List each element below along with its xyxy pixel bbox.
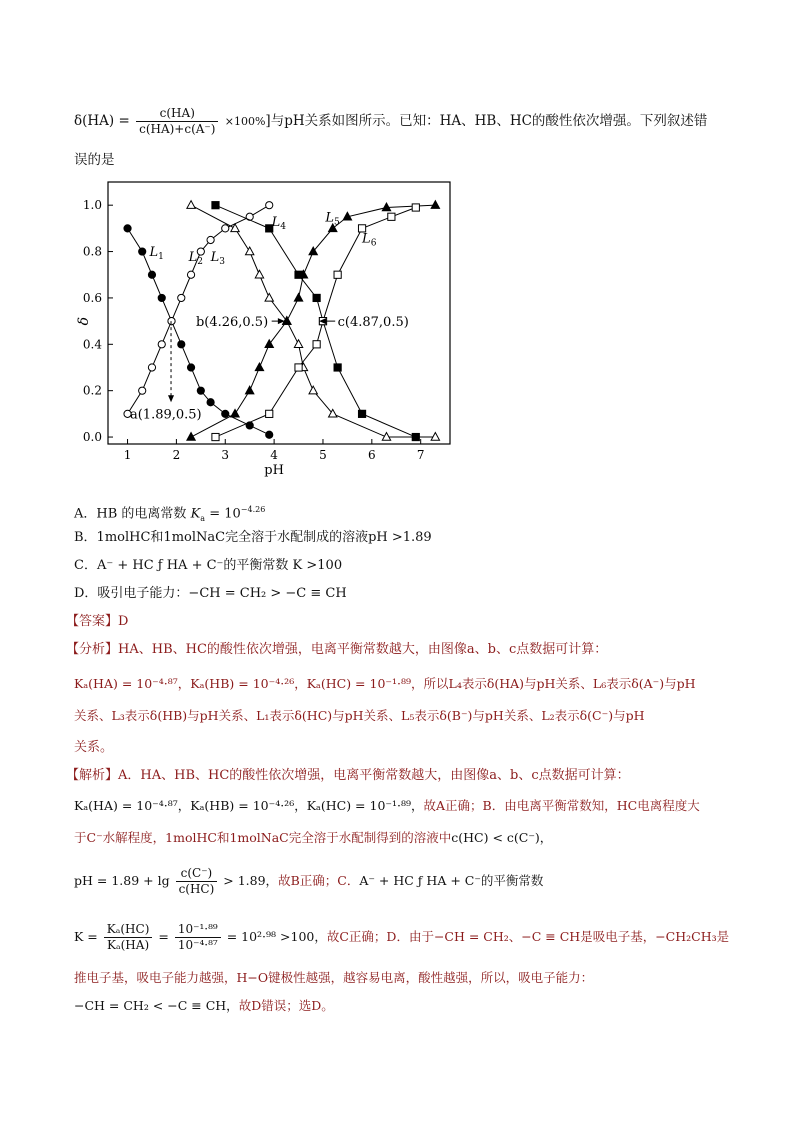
x-tick-label: 3 [221,448,230,462]
solution-text-3a: 于C⁻水解程度，1molHC和1molNaC完全溶于水配制得到的溶液中 [74,830,452,845]
x-tick-label: 1 [123,448,132,462]
option-a [74,500,265,529]
solution-5-den1: Kₐ(HA) [107,938,150,952]
point-L1 [148,271,155,278]
answer-tag: 【答案】 [66,614,119,629]
analysis-text-1: HA、HB、HC的酸性依次增强，电离平衡常数越大，由图像a、b、c点数据可计算： [118,642,608,657]
point-L6 [295,364,302,371]
x-tick-label: 4 [270,448,278,462]
point-L4 [313,294,320,301]
y-tick-label: 0.8 [82,244,102,259]
solution-5b: 故C正确；D．由于−CH = CH₂、−C ≡ CH是吸电子基，−CH₂CH₃是 [326,929,730,944]
point-L2 [178,294,185,301]
solution-4-num: c(C⁻) [176,866,218,882]
answer-value: D [118,614,129,629]
point-L3 [265,293,273,301]
solution-line-1 [66,766,630,786]
y-tick-label: 0.4 [82,337,102,352]
point-L3 [255,270,263,278]
point-L3 [187,201,195,209]
point-L5 [231,409,239,417]
y-tick-label: 0.2 [82,383,102,398]
point-L1 [124,225,131,232]
point-L6 [212,433,219,440]
point-L3 [309,386,317,394]
point-L6 [266,410,273,417]
solution-line-2 [74,796,700,816]
annotation-c-label: c(4.87,0.5) [337,314,409,330]
point-L5 [431,201,439,209]
point-L6 [412,204,419,211]
distribution-chart [70,176,460,491]
solution-5-num1: Kₐ(HC) [104,922,153,938]
point-L6 [334,271,341,278]
point-L2 [207,236,214,243]
solution-4b: 故B正确；C． [278,873,360,888]
point-L4 [212,202,219,209]
option-d: D．吸引电子能力：−CH = CH₂ > −C ≡ CH [74,586,347,601]
solution-text-1: A．HA、HB、HC的酸性依次增强，电离平衡常数越大，由图像a、b、c点数据可计算： [118,768,630,783]
solution-line-7 [74,996,334,1016]
question-line-2: 误的是 [74,152,115,168]
y-tick-label: 0.6 [82,290,102,305]
point-L1 [187,364,194,371]
analysis-line-1 [66,640,607,660]
solution-5-eq: = [158,929,169,944]
x-axis-label: pH [264,463,284,478]
formula-numerator: c(HA) [136,106,218,122]
series-label-L6: $L_6$ [362,231,377,249]
option-c: C．A⁻ + HC ƒ HA + C⁻的平衡常数 K >100 [74,558,343,573]
point-L2 [266,202,273,209]
solution-4c: A⁻ + HC ƒ HA + C⁻的平衡常数 [359,873,544,888]
solution-5-fraction-1 [104,922,153,953]
solution-4-pre: pH = 1.89 + lg [74,873,170,888]
series-label-L3: $L_3$ [210,249,225,267]
option-a-sub: a [200,513,206,523]
annotation-b-label: b(4.26,0.5) [195,314,269,330]
x-tick-label: 5 [319,448,327,462]
solution-line-3 [74,828,552,848]
series-label-L1: $L_1$ [149,245,164,263]
point-L5 [255,363,263,371]
point-L1 [158,294,165,301]
solution-7a: −CH = CH₂ < −C ≡ CH， [74,998,239,1013]
analysis-line-2: Kₐ(HA) = 10⁻⁴·⁸⁷，Kₐ(HB) = 10⁻⁴·²⁶，Kₐ(HC) = 10⁻¹·⁸⁹，所以L₄表示δ(HA)与pH关系、L₆表示δ(A⁻)与pH [74,676,696,691]
point-L1 [139,248,146,255]
point-L1 [207,399,214,406]
annotation-a-label: a(1.89,0.5) [129,407,202,423]
option-a-exp: −4.26 [240,505,266,514]
point-L5 [245,386,253,394]
option-a-eq: = 10 [209,506,241,522]
point-L1 [222,410,229,417]
point-L2 [187,271,194,278]
point-L5 [382,203,390,211]
point-L6 [388,213,395,220]
analysis-line-4: 关系。 [74,740,114,755]
x-tick-label: 2 [172,448,181,462]
point-L5 [294,293,302,301]
solution-4-fraction [176,866,218,897]
option-a-text: A．HB 的电离常数 [74,506,187,522]
series-label-L2: $L_2$ [188,249,203,267]
y-tick-label: 1.0 [82,198,102,213]
solution-text-3b: c(HC) < c(C⁻)， [451,830,553,845]
point-L4 [412,433,419,440]
x-tick-label: 7 [416,448,425,462]
point-L3 [431,433,439,441]
solution-4-post: > 1.89， [223,873,279,888]
point-L3 [245,247,253,255]
solution-line-5 [74,922,729,953]
point-L2 [139,387,146,394]
formula-tail: ×100% [224,115,266,128]
point-L6 [313,341,320,348]
point-L2 [148,364,155,371]
point-L4 [334,364,341,371]
option-a-k: K [190,506,201,522]
solution-7b: 故D错误；选D。 [238,998,334,1013]
solution-text-2b: 故A正确；B．由电离平衡常数知，HC电离程度大 [423,798,700,813]
analysis-line-3: 关系、L₃表示δ(HB)与pH关系、L₁表示δ(HC)与pH关系、L₅表示δ(B⁻)与pH关系、L₂表示δ(C⁻)与pH [74,708,645,723]
formula-denominator: c(HA)+c(A⁻) [139,122,216,136]
annotation-a-arrowhead [168,395,174,402]
point-L3 [382,433,390,441]
solution-5-pre: K = [74,929,98,944]
solution-text-2a: Kₐ(HA) = 10⁻⁴·⁸⁷，Kₐ(HB) = 10⁻⁴·²⁶，Kₐ(HC) = 10⁻¹·⁸⁹， [74,798,424,813]
point-L2 [158,341,165,348]
point-L1 [178,341,185,348]
y-tick-label: 0.0 [82,430,102,445]
point-L3 [294,340,302,348]
x-tick-label: 6 [368,448,376,462]
y-axis-label: δ [76,316,92,326]
solution-4-den: c(HC) [178,882,215,896]
series-label-L4: $L_4$ [271,215,287,233]
point-L4 [358,410,365,417]
series-line-L2 [128,205,270,414]
solution-line-6: 推电子基，吸电子能力越强，H−O键极性越强，越容易电离，酸性越强，所以，吸电子能力： [74,970,594,985]
point-L2 [197,248,204,255]
answer-line [66,612,128,632]
solution-line-4 [74,866,543,897]
analysis-tag: 【分析】 [66,642,119,657]
question-text-1: ]与pH关系如图所示。已知：HA、HB、HC的酸性依次增强。下列叙述错 [265,113,708,129]
question-line-1 [74,106,707,137]
solution-5-num2: 10⁻¹·⁸⁹ [175,922,221,938]
point-L2 [222,225,229,232]
point-L1 [197,387,204,394]
solution-5-post: = 10²·⁹⁸ >100， [226,929,327,944]
option-b: B．1molHC和1molNaC完全溶于水配制成的溶液pH >1.89 [74,530,432,545]
point-L1 [266,431,273,438]
point-L5 [187,433,195,441]
formula-fraction [136,106,218,137]
solution-5-fraction-2 [175,922,221,953]
formula-lhs: δ(HA) = [74,113,130,129]
solution-tag: 【解析】 [66,768,119,783]
series-label-L5: $L_5$ [325,210,340,228]
solution-5-den2: 10⁻⁴·⁸⁷ [177,938,218,952]
